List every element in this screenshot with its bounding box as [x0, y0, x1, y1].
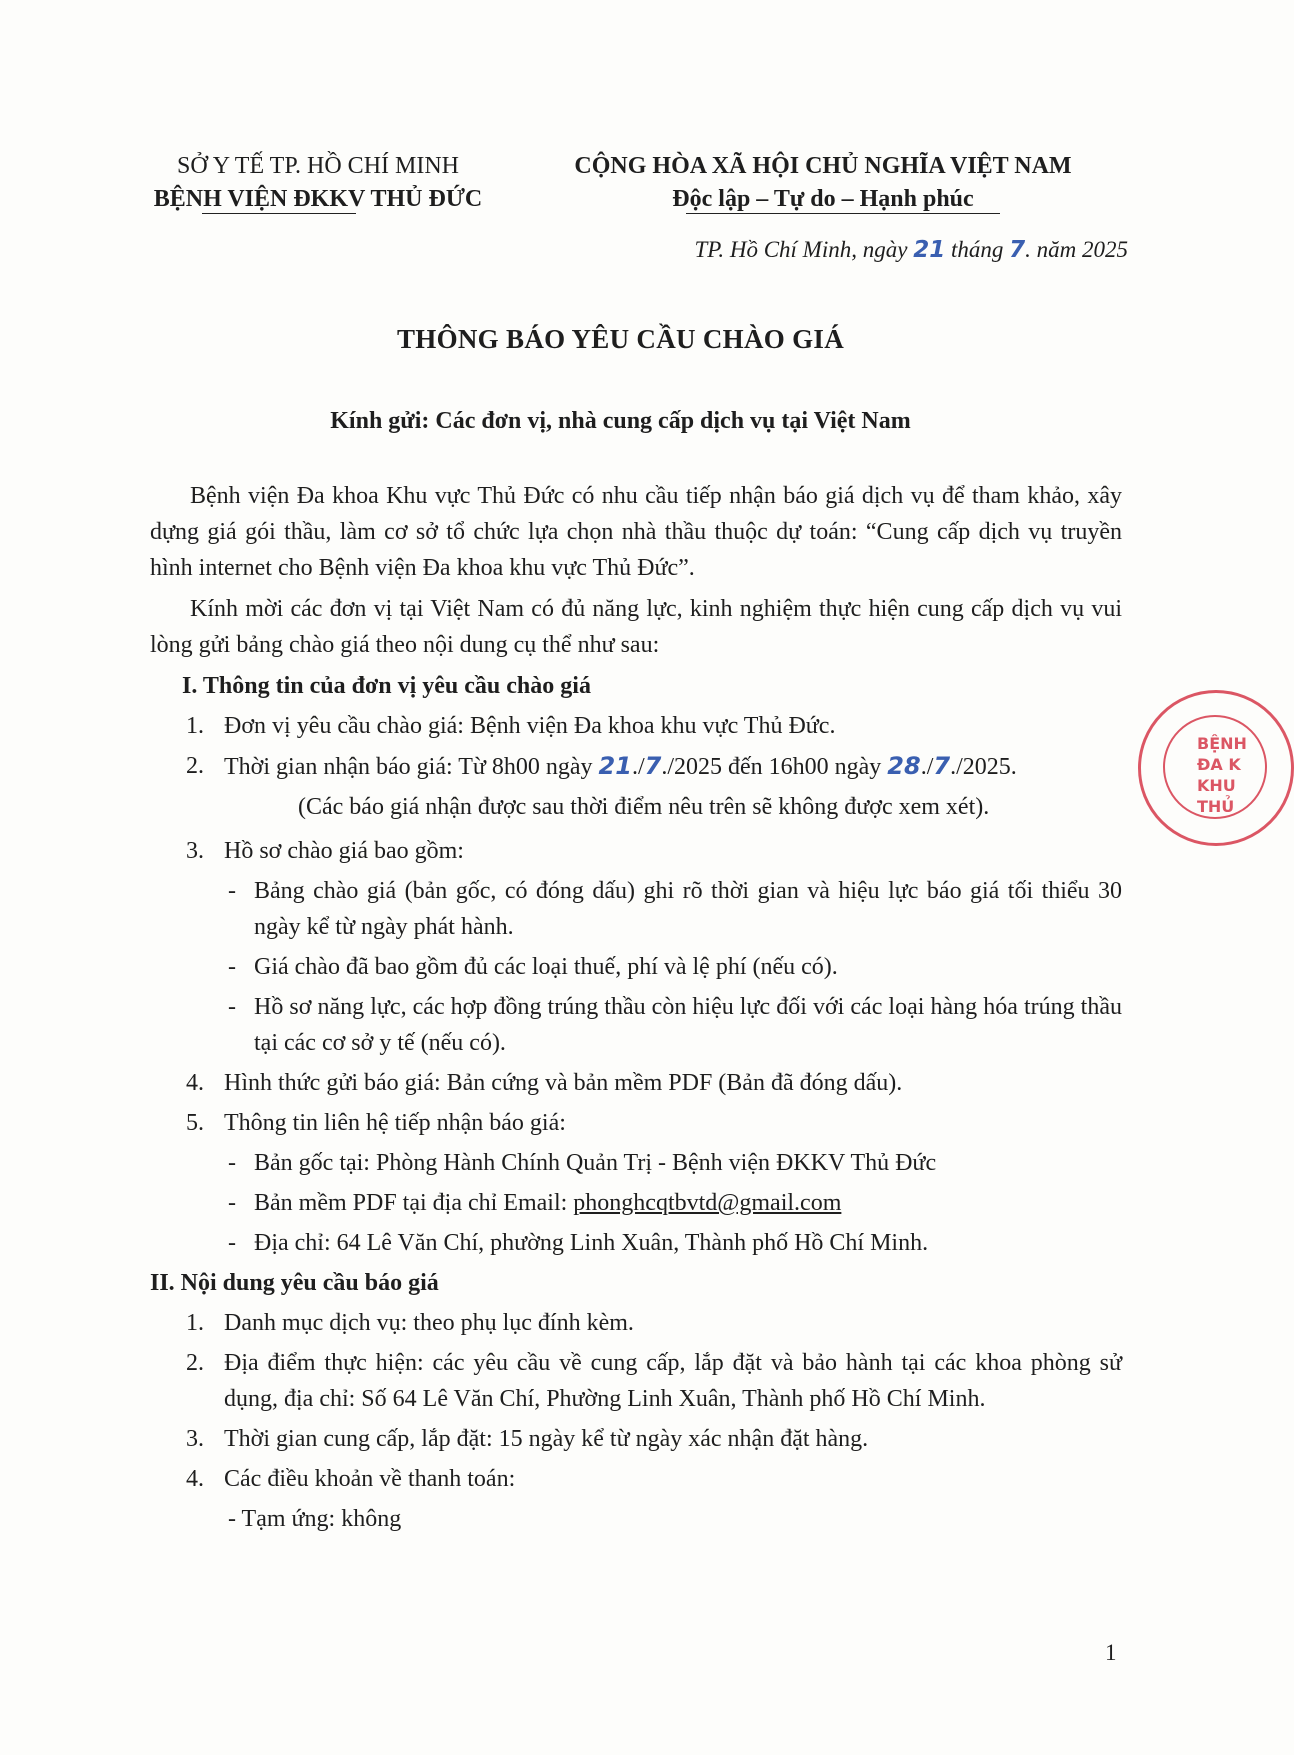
advance-payment-line: - Tạm ứng: không: [228, 1506, 402, 1532]
item-text: Đơn vị yêu cầu chào giá: Bệnh viện Đa khoa khu vực Thủ Đức.: [224, 713, 836, 739]
seal-line-3: KHU: [1197, 776, 1236, 795]
start-day-handwritten: 21: [598, 752, 632, 780]
document-title: THÔNG BÁO YÊU CẦU CHÀO GIÁ: [396, 324, 845, 354]
sub-item-text: Địa chỉ: 64 Lê Văn Chí, phường Linh Xuân, Thành phố Hồ Chí Minh.: [254, 1230, 929, 1256]
item-number: 3.: [186, 1426, 204, 1452]
start-month-handwritten: 7: [644, 752, 662, 780]
dash-marker: -: [228, 994, 236, 1020]
seal-line-2: ĐA K: [1197, 755, 1241, 774]
item-number: 3.: [186, 838, 204, 864]
seal-line-1: BỆNH: [1197, 734, 1247, 753]
greeting: Kính gửi: Các đơn vị, nhà cung cấp dịch vụ tại Việt Nam: [330, 408, 911, 434]
end-day-handwritten: 28: [887, 752, 921, 780]
section-1-item-3: [150, 833, 1122, 869]
org-underline: [202, 213, 356, 214]
item-number: 5.: [186, 1110, 204, 1136]
item-number: 4.: [186, 1070, 204, 1096]
date-month-handwritten: 7: [1009, 237, 1026, 263]
contact-original-copy: [150, 1145, 1122, 1181]
item-number: 1.: [186, 713, 204, 739]
section-2-heading: II. Nội dung yêu cầu báo giá: [150, 1270, 439, 1296]
dash-marker: -: [228, 954, 236, 980]
page-number: 1: [1105, 1640, 1117, 1665]
dossier-sub-item-1: [150, 873, 1122, 945]
sub-item-text: Giá chào đã bao gồm đủ các loại thuế, phí và lệ phí (nếu có).: [254, 954, 838, 980]
item-text: Danh mục dịch vụ: theo phụ lục đính kèm.: [224, 1310, 634, 1336]
section-2-item-3: [150, 1421, 1122, 1457]
dash-marker: -: [228, 1230, 236, 1256]
sub-item-text: Bản gốc tại: Phòng Hành Chính Quản Trị - Bệnh viện ĐKKV Thủ Đức: [254, 1150, 937, 1176]
item-number: 1.: [186, 1310, 204, 1336]
org-line-2: BỆNH VIỆN ĐKKV THỦ ĐỨC: [153, 186, 483, 212]
date-day-handwritten: 21: [913, 237, 946, 263]
dash-marker: -: [228, 1150, 236, 1176]
item-text: Hồ sơ chào giá bao gồm:: [224, 838, 464, 864]
item-text: Thông tin liên hệ tiếp nhận báo giá:: [224, 1110, 566, 1136]
date-prefix: TP. Hồ Chí Minh, ngày: [694, 237, 914, 262]
section-2-item-2: [150, 1345, 1122, 1417]
dossier-sub-item-2: [150, 949, 1122, 985]
section-1-item-1: [150, 708, 1122, 744]
dash-marker: -: [228, 1190, 236, 1216]
section-1-heading: I. Thông tin của đơn vị yêu cầu chào giá: [182, 673, 591, 699]
nation-line-2: Độc lập – Tự do – Hạnh phúc: [672, 186, 974, 212]
national-heading: [548, 150, 1098, 216]
item-text: Địa điểm thực hiện: các yêu cầu về cung cấp, lắp đặt và bảo hành tại các khoa phòng sử dụng, địa chỉ: Số 64 Lê Văn Chí, Phường Linh Xuân, Thành phố Hồ Chí Minh.: [224, 1350, 1122, 1412]
document-date: [560, 237, 1128, 263]
seal-text: [1197, 733, 1287, 817]
item-text: Các điều khoản về thanh toán:: [224, 1466, 516, 1492]
section-1-item-5: [150, 1105, 1122, 1141]
item-text: Hình thức gửi báo giá: Bản cứng và bản mềm PDF (Bản đã đóng dấu).: [224, 1070, 903, 1096]
official-seal-stamp: [1138, 690, 1294, 846]
seal-line-4: THỦ: [1197, 797, 1235, 816]
contact-address: [150, 1225, 1122, 1261]
section-1-item-4: [150, 1065, 1122, 1101]
date-month-label: tháng: [945, 237, 1010, 262]
item-text: Thời gian nhận báo giá: Từ 8h00 ngày: [224, 754, 599, 780]
item-number: 2.: [186, 753, 204, 779]
dossier-sub-item-3: [150, 989, 1122, 1061]
item-text-mid: /2025 đến 16h00 ngày: [667, 754, 888, 780]
sub-item-text: Bảng chào giá (bản gốc, có đóng dấu) ghi rõ thời gian và hiệu lực báo giá tối thiểu 30 ngày kể từ ngày phát hành.: [254, 878, 1122, 940]
sub-item-text: Hồ sơ năng lực, các hợp đồng trúng thầu còn hiệu lực đối với các loại hàng hóa trúng thầu tại các cơ sở y tế (nếu có).: [254, 994, 1122, 1056]
deadline-note: (Các báo giá nhận được sau thời điểm nêu trên sẽ không được xem xét).: [298, 794, 990, 820]
item-number: 2.: [186, 1350, 204, 1376]
item-text-end: /2025.: [956, 754, 1017, 780]
section-1-item-2: 2. Thời gian nhận báo giá: Từ 8h00 ngày 21./7./2025 đến 16h00 ngày 28./7./2025.: [150, 748, 1122, 785]
intro-paragraph-2: Kính mời các đơn vị tại Việt Nam có đủ năng lực, kinh nghiệm thực hiện cung cấp dịch vụ vui lòng gửi bảng chào giá theo nội dung cụ thể như sau:: [150, 596, 1122, 658]
email-link[interactable]: phonghcqtbvtd@gmail.com: [573, 1190, 842, 1216]
item-text: Thời gian cung cấp, lắp đặt: 15 ngày kể từ ngày xác nhận đặt hàng.: [224, 1426, 869, 1452]
issuing-organization: [118, 150, 518, 216]
section-2-item-1: [150, 1305, 1122, 1341]
nation-line-1: CỘNG HÒA XÃ HỘI CHỦ NGHĨA VIỆT NAM: [574, 153, 1072, 179]
sub-item-text: Bản mềm PDF tại địa chỉ Email:: [254, 1190, 574, 1216]
nation-underline: [686, 213, 1000, 214]
contact-email: [150, 1185, 1122, 1221]
date-year: . năm 2025: [1025, 237, 1128, 262]
document-body: [150, 478, 1122, 1539]
org-line-1: SỞ Y TẾ TP. HỒ CHÍ MINH: [176, 153, 460, 179]
section-2-item-4: [150, 1461, 1122, 1497]
dash-marker: -: [228, 878, 236, 904]
end-month-handwritten: 7: [933, 752, 951, 780]
item-number: 4.: [186, 1466, 204, 1492]
intro-paragraph-1: Bệnh viện Đa khoa Khu vực Thủ Đức có nhu cầu tiếp nhận báo giá dịch vụ để tham khảo, xây dựng giá gói thầu, làm cơ sở tổ chức lựa chọn nhà thầu thuộc dự toán: “Cung cấp dịch vụ truyền hình internet cho Bệnh viện Đa khoa khu vực Thủ Đức”.: [150, 483, 1122, 581]
